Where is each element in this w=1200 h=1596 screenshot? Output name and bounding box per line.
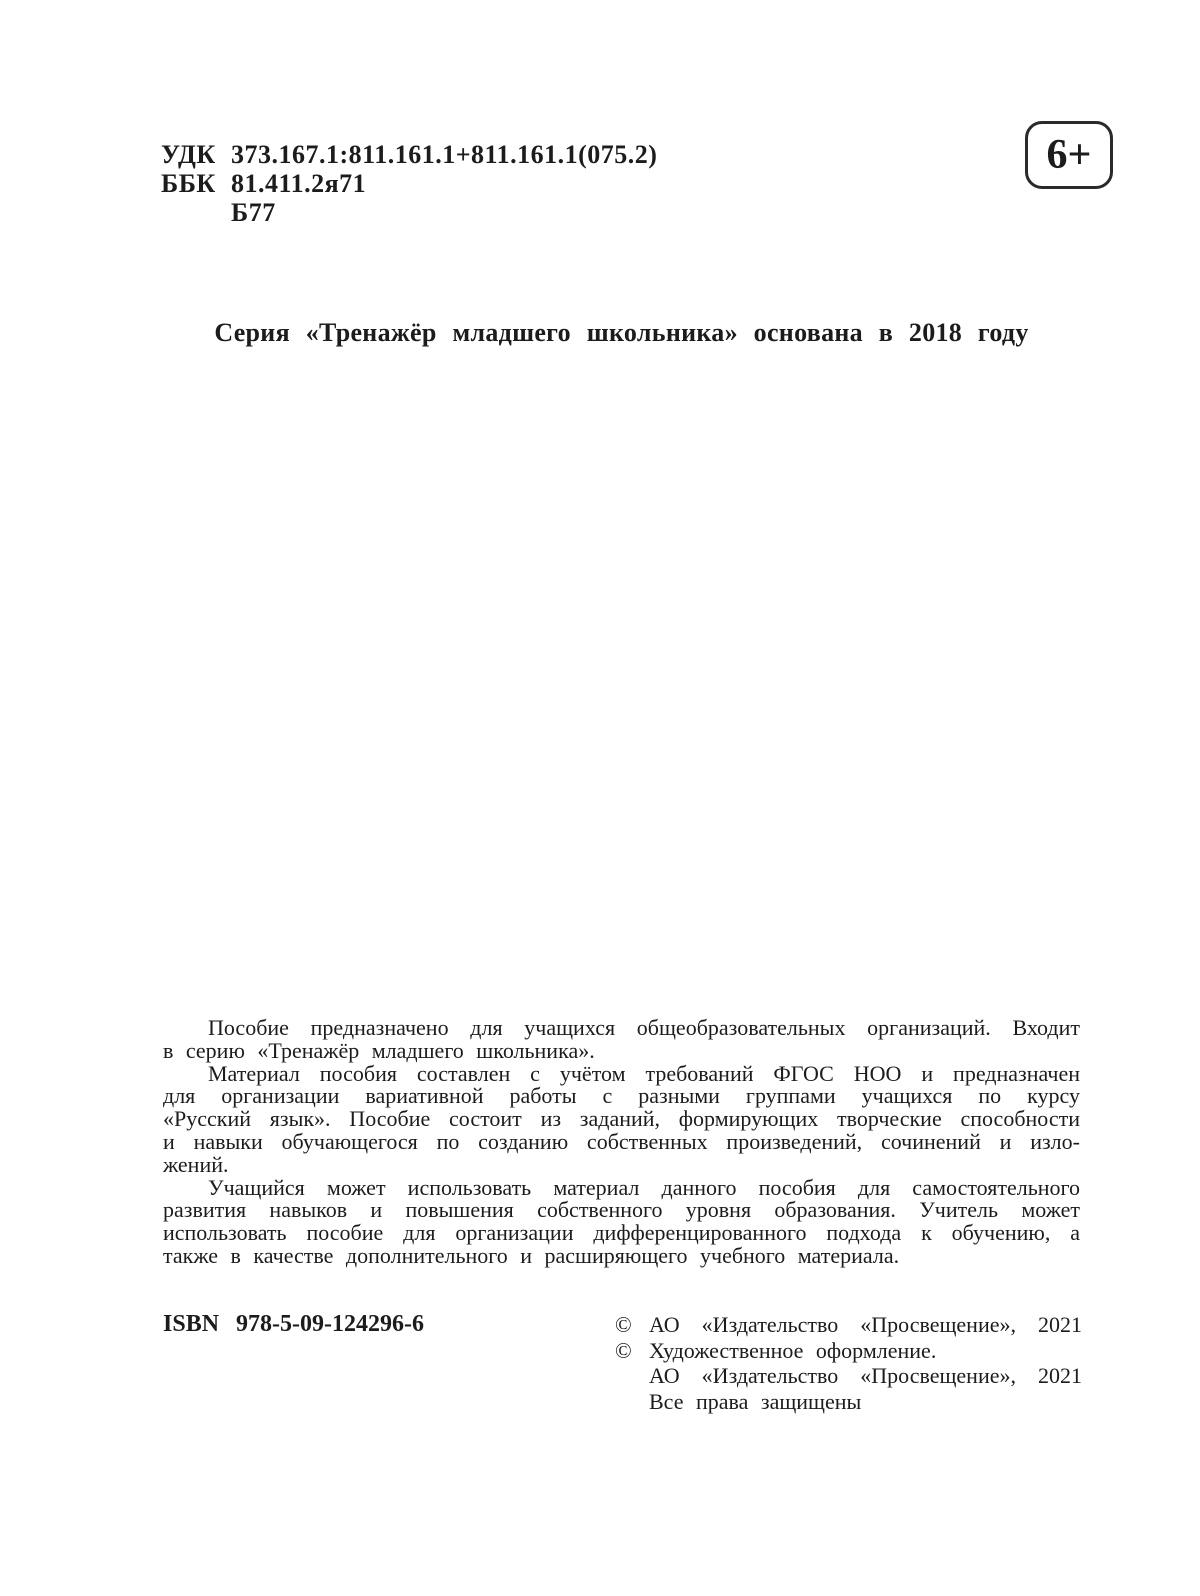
udk-row: [161, 140, 657, 169]
copyright-text: АО «Издательство «Просвещение», 2021: [649, 1312, 1082, 1337]
annotation-line: в серию «Тренажёр младшего школьника».: [163, 1037, 595, 1063]
copyright-block: [615, 1312, 1082, 1414]
annotation-line: развития навыков и повышения собственного уровня образования. Учитель может: [163, 1197, 1080, 1223]
copyright-row: [615, 1312, 1082, 1338]
copyright-row: [615, 1363, 1082, 1389]
annotation-line: жений.: [163, 1151, 229, 1177]
author-sign-value: Б77: [231, 198, 276, 227]
udk-label: УДК: [161, 140, 216, 169]
copyright-symbol: [615, 1363, 649, 1389]
isbn-label: ISBN: [163, 1311, 220, 1337]
copyright-row: [615, 1389, 1082, 1415]
copyright-row: [615, 1338, 1082, 1364]
annotation-line: Материал пособия составлен с учётом требований ФГОС НОО и предназначен: [208, 1060, 1080, 1086]
copyright-symbol: ©: [615, 1312, 632, 1337]
isbn: [163, 1312, 615, 1414]
bbk-label: ББК: [161, 169, 216, 198]
bbk-value: 81.411.2я71: [231, 169, 367, 198]
copyright-text: Все права защищены: [649, 1388, 862, 1414]
annotation-line: и навыки обучающегося по созданию собственных произведений, сочинений и изло-: [163, 1128, 1080, 1154]
copyright-symbol: [615, 1389, 649, 1415]
copyright-symbol: ©: [615, 1337, 632, 1363]
annotation-line: Пособие предназначено для учащихся общеобразовательных организаций. Входит: [208, 1015, 1080, 1040]
annotation-line: также в качестве дополнительного и расширяющего учебного материала.: [163, 1242, 900, 1268]
annotation-line: для организации вариативной работы с разными группами учащихся по курсу: [163, 1083, 1080, 1109]
age-rating-badge: [1025, 121, 1113, 189]
classification-codes: [161, 140, 657, 227]
annotation-line: «Русский язык». Пособие состоит из заданий, формирующих творческие способности: [163, 1106, 1080, 1132]
copyright-text: АО «Издательство «Просвещение», 2021: [649, 1363, 1082, 1388]
annotation-line: Учащийся может использовать материал данного пособия для самостоятельного: [208, 1174, 1080, 1200]
annotation-line: использовать пособие для организации дифференцированного подхода к обучению, а: [163, 1220, 1080, 1246]
isbn-value: 978-5-09-124296-6: [236, 1311, 424, 1337]
series-note: Серия «Тренажёр младшего школьника» основана в 2018 году: [214, 318, 1029, 347]
imprint-block: [163, 1312, 1082, 1414]
age-rating-text: 6+: [1046, 132, 1092, 178]
copyright-text: Художественное оформление.: [649, 1337, 937, 1363]
udk-value: 373.167.1:811.161.1+811.161.1(075.2): [231, 140, 658, 169]
annotation-text: [163, 1017, 1080, 1268]
author-sign-row: [161, 198, 657, 227]
bbk-row: [161, 169, 657, 198]
